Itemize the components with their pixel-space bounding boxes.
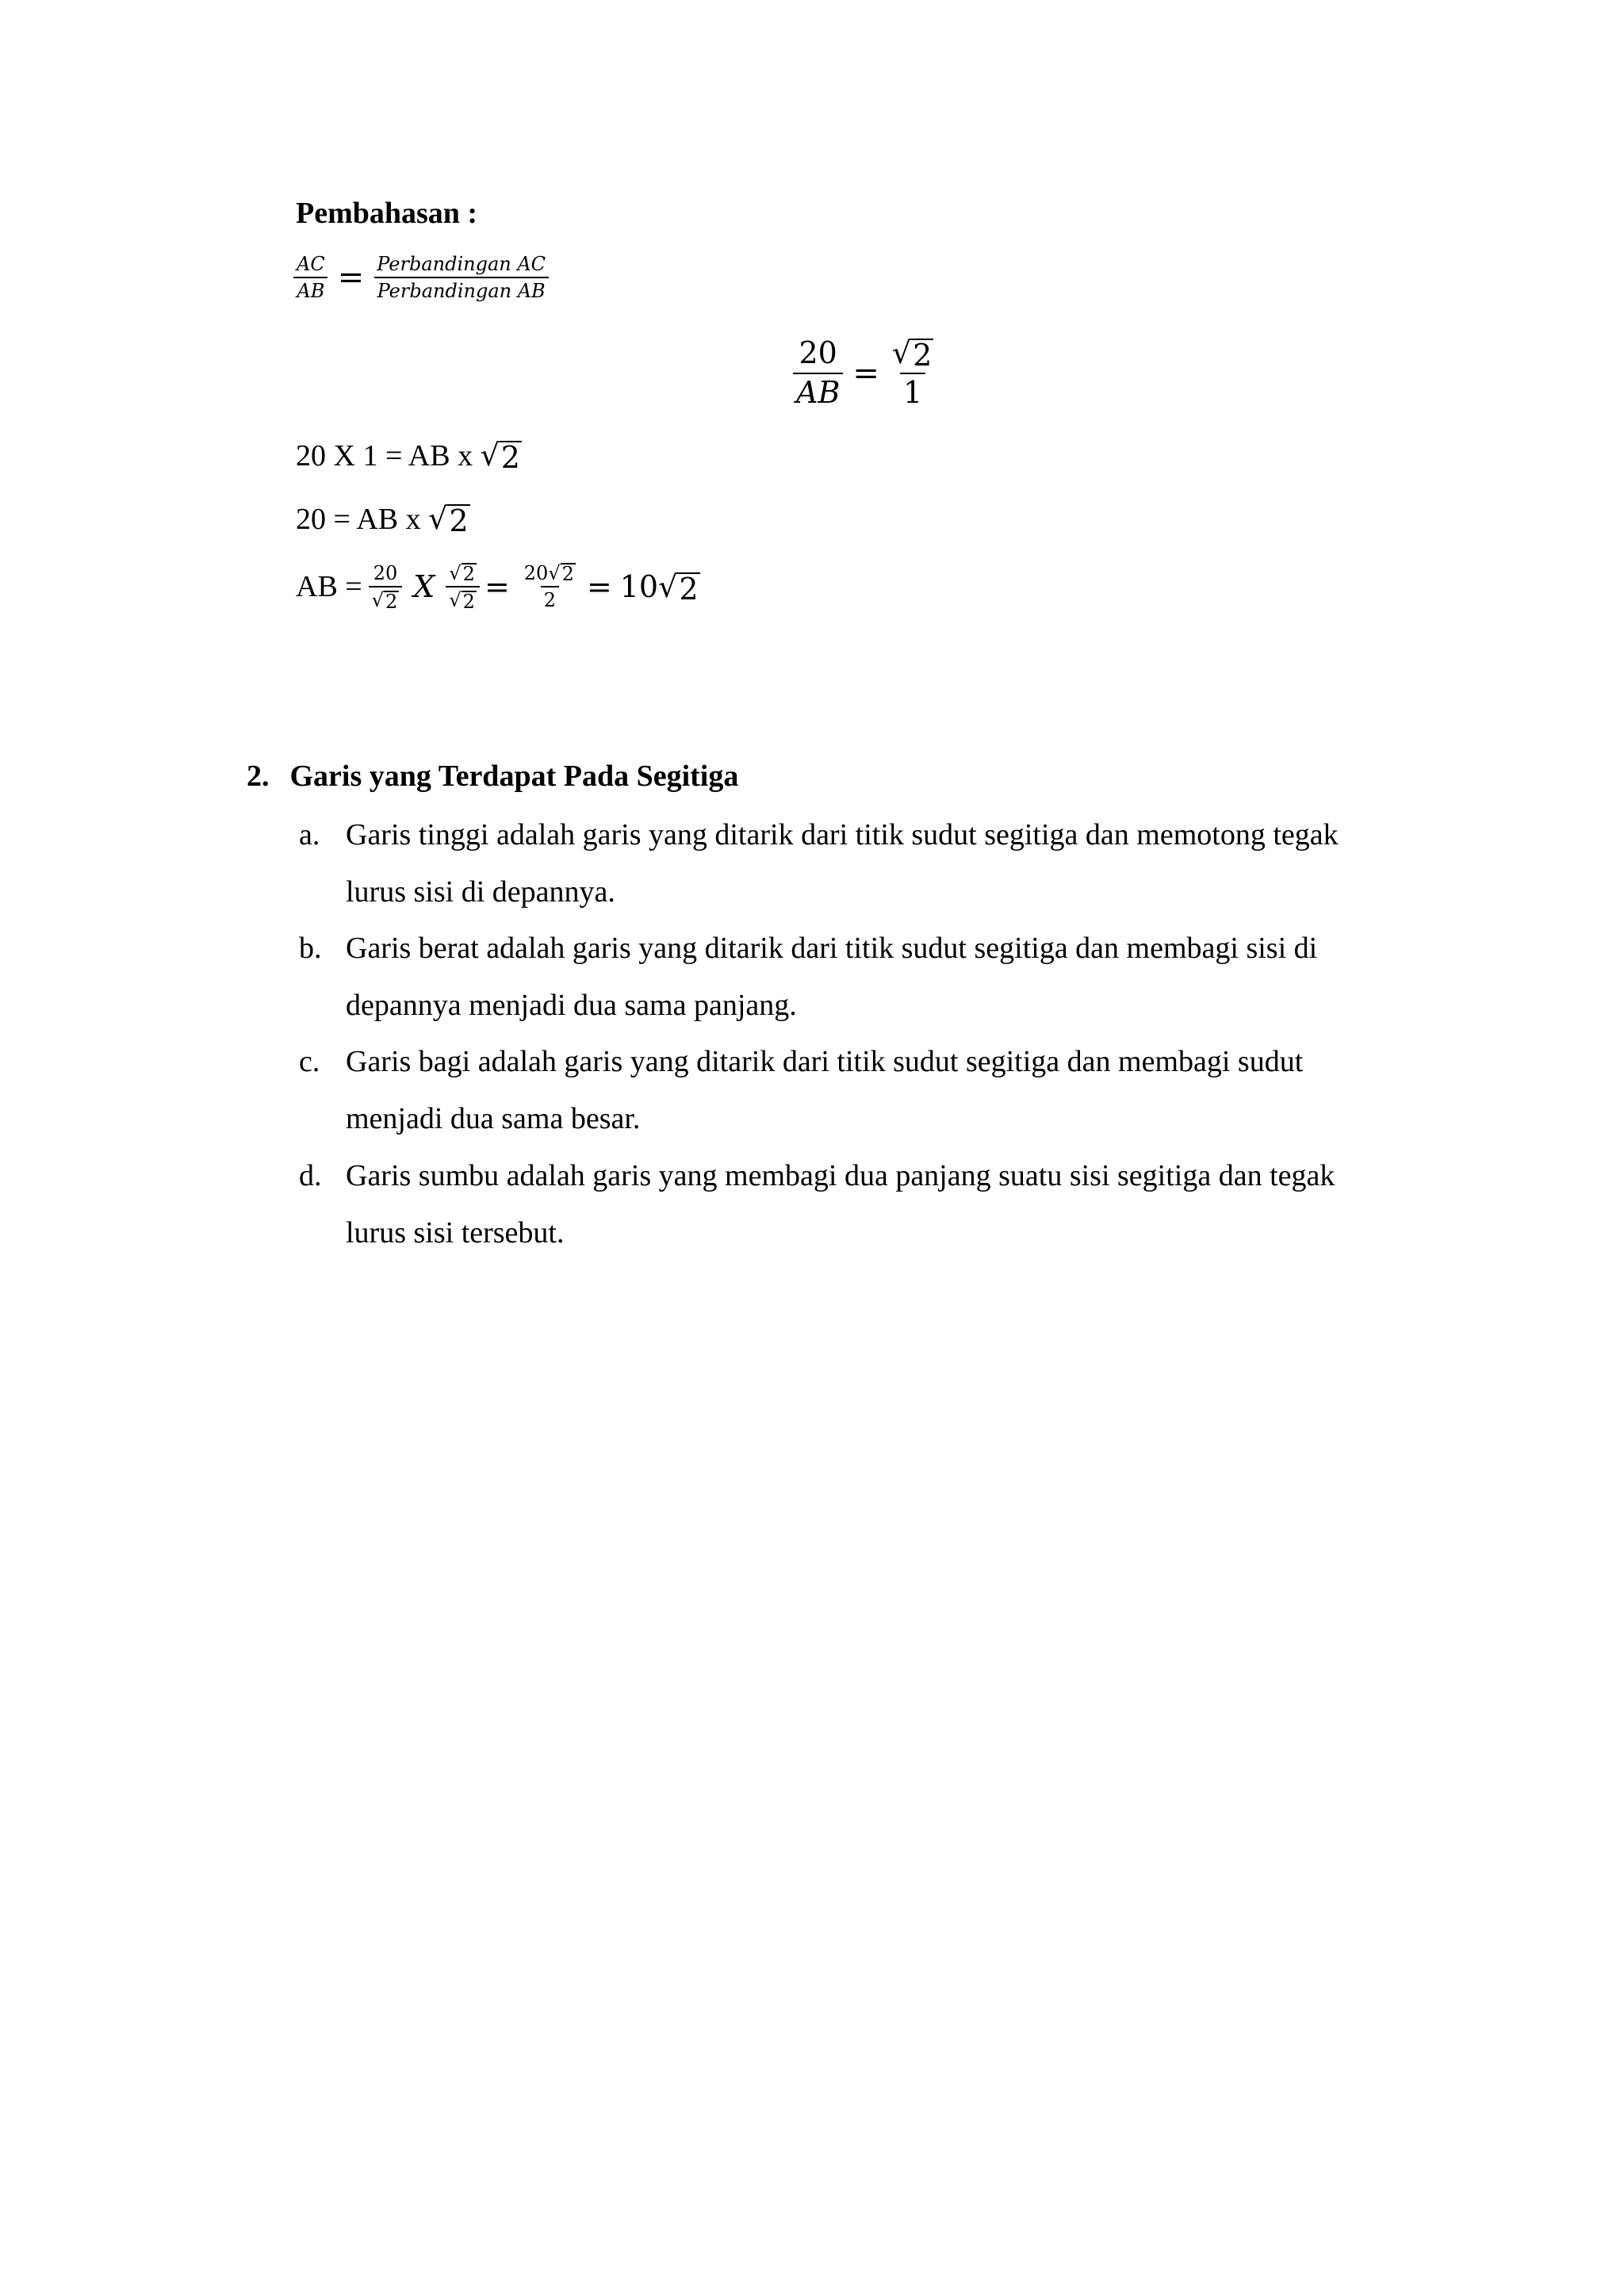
result-expression — [619, 569, 700, 607]
radical-sign: √ — [658, 569, 678, 605]
radical — [548, 563, 576, 584]
equation-ratio-definition — [293, 254, 549, 302]
list-item-text-line2: menjadi dua sama besar. — [346, 1102, 641, 1135]
radical-sign: √ — [480, 438, 500, 473]
equation-20x1 — [296, 438, 522, 473]
equals-sign: = — [484, 569, 510, 605]
list-item-text-line2: lurus sisi tersebut. — [346, 1216, 565, 1249]
fraction-numerator — [446, 563, 480, 586]
radicand: 2 — [462, 590, 475, 613]
pembahasan-heading: Pembahasan : — [296, 197, 478, 230]
radical — [449, 589, 477, 613]
radical — [481, 438, 522, 473]
list-item-text-line2: depannya menjadi dua sama panjang. — [346, 989, 797, 1022]
radical — [891, 335, 933, 373]
list-item — [299, 1147, 1423, 1261]
equation-20-eq-ab — [296, 501, 470, 537]
radicand: 2 — [500, 440, 520, 475]
list-item — [299, 1033, 1423, 1147]
list-marker: a. — [299, 818, 320, 851]
fraction-numerator: 20 — [799, 335, 837, 370]
coefficient: 20 — [523, 562, 549, 584]
radical-sign: √ — [371, 589, 385, 612]
list-marker: b. — [299, 932, 322, 965]
fraction-numerator: AC — [297, 253, 325, 275]
fraction-20sqrt2-2 — [521, 563, 579, 611]
equation-prefix: AB = — [296, 570, 362, 604]
radical — [658, 569, 699, 607]
fraction-denominator: AB — [793, 373, 843, 410]
list-item-text-line1: Garis sumbu adalah garis yang membagi dua panjang suatu sisi segitiga dan tegak — [346, 1159, 1335, 1192]
radical-sign: √ — [891, 335, 912, 370]
list-marker: d. — [299, 1159, 322, 1192]
radical — [428, 501, 469, 536]
radicand: 2 — [385, 590, 398, 613]
list-item — [299, 920, 1423, 1034]
equals-sign: = — [586, 569, 612, 605]
section-title: Garis yang Terdapat Pada Segitiga — [289, 760, 739, 793]
radical-sign: √ — [449, 562, 462, 584]
fraction-perbandingan — [373, 254, 549, 302]
radical — [449, 563, 477, 584]
radicand: 2 — [449, 503, 469, 538]
list-item-text-line1: Garis tinggi adalah garis yang ditarik dari titik sudut segitiga dan memotong tegak — [346, 818, 1339, 851]
section-heading — [247, 759, 738, 794]
fraction-numerator — [521, 563, 579, 586]
fraction-sqrt2-1 — [889, 337, 936, 410]
fraction-denominator: 2 — [541, 586, 559, 610]
list-marker: c. — [299, 1045, 320, 1078]
fraction-denominator — [446, 586, 480, 613]
equation-text: 20 X 1 = AB x — [296, 439, 481, 473]
fraction-numerator: Perbandingan AC — [377, 253, 546, 275]
fraction-ac-ab — [293, 254, 328, 302]
fraction-20-ab — [793, 337, 843, 410]
fraction-denominator: Perbandingan AB — [374, 277, 549, 301]
radical-sign: √ — [428, 501, 448, 536]
radicand: 2 — [679, 572, 699, 607]
fraction-numerator — [889, 337, 936, 373]
fraction-denominator: 1 — [900, 373, 925, 410]
fraction-denominator — [369, 586, 403, 613]
list-item-text-line2: lurus sisi di depannya. — [346, 875, 615, 909]
fraction-denominator: AB — [293, 277, 327, 301]
list-item — [299, 806, 1423, 920]
list-item-text-line1: Garis bagi adalah garis yang ditarik dari titik sudut segitiga dan membagi sudut — [346, 1045, 1304, 1078]
equation-text: 20 = AB x — [296, 503, 429, 536]
radical-sign: √ — [449, 589, 462, 612]
equation-20-over-ab — [793, 337, 936, 410]
radicand: 2 — [561, 563, 574, 586]
radical — [371, 589, 400, 613]
coefficient: 10 — [619, 569, 659, 605]
radical-sign: √ — [548, 562, 561, 584]
list-item-text-line1: Garis berat adalah garis yang ditarik dari titik sudut segitiga dan membagi sisi di — [346, 932, 1318, 965]
times-sign: X — [413, 569, 435, 605]
equals-sign: = — [852, 354, 879, 392]
radicand: 2 — [913, 337, 933, 373]
equation-ab-result — [296, 563, 700, 611]
fraction-numerator: 20 — [373, 562, 398, 584]
fraction-20-sqrt2 — [369, 563, 403, 611]
radicand: 2 — [462, 563, 475, 586]
fraction-sqrt2-sqrt2 — [446, 563, 480, 611]
equals-sign: = — [337, 259, 365, 297]
section-number: 2. — [247, 760, 270, 793]
